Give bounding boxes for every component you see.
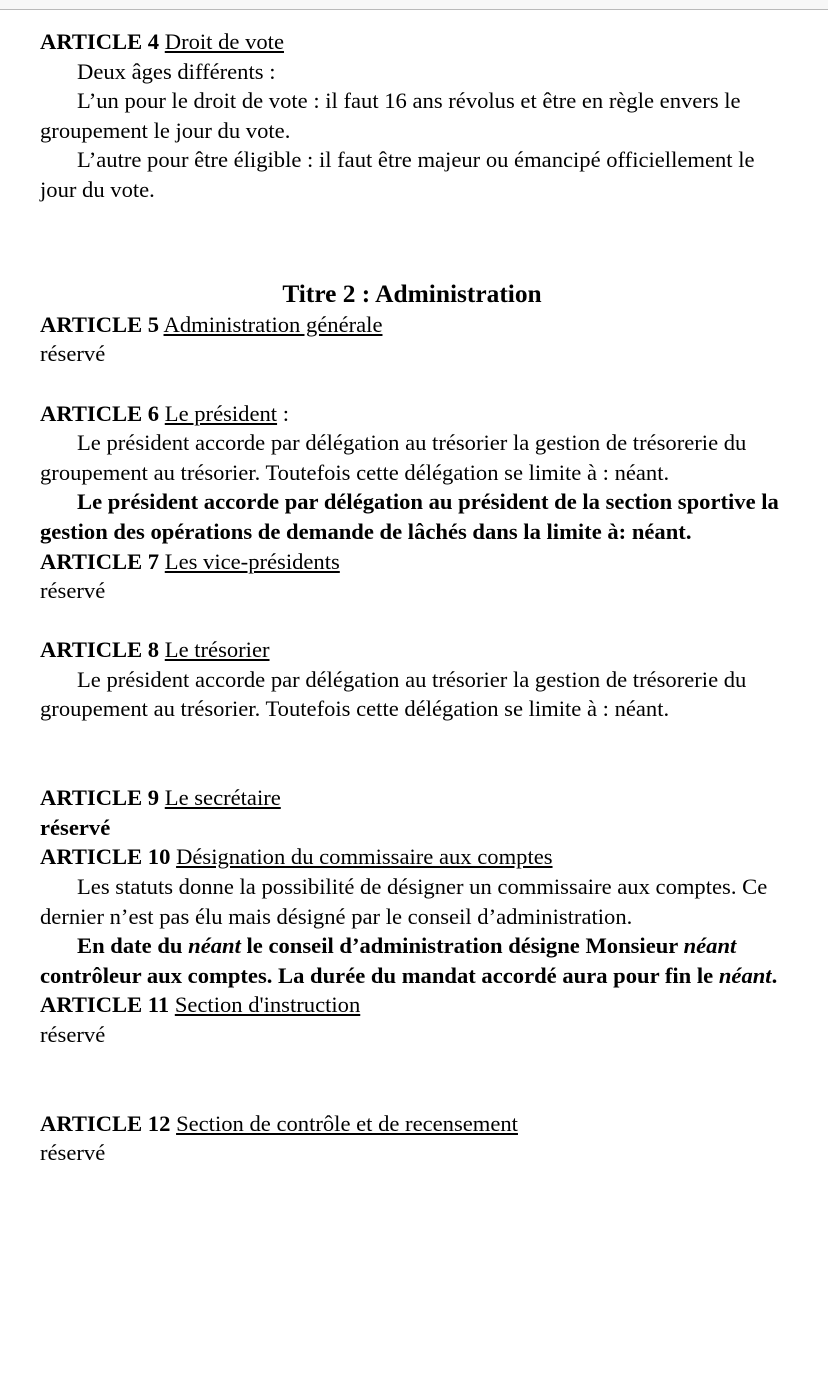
article-heading-5 [40, 310, 790, 340]
article-10-bold-paragraph [40, 931, 790, 990]
bold-text-part-2: le conseil d’administration désigne Monsieur [240, 933, 684, 959]
article-label: ARTICLE 4 [40, 29, 160, 54]
article-heading-10 [40, 842, 790, 872]
viewer-top-bar [0, 0, 828, 10]
article-heading-7 [40, 547, 790, 577]
article-label: ARTICLE 12 [40, 1110, 171, 1136]
article-5-reserved: réservé [40, 341, 106, 367]
spacer [40, 205, 790, 264]
article-heading-8 [40, 635, 790, 665]
article-12-reserved: réservé [40, 1140, 106, 1166]
article-heading-12 [40, 1109, 790, 1139]
article-title: Le secrétaire [164, 785, 281, 811]
article-title: Les vice-présidents [164, 548, 340, 574]
article-title-suffix: : [277, 400, 289, 426]
article-label: ARTICLE 7 [40, 548, 160, 574]
article-heading-4 [40, 27, 790, 57]
placeholder-neant-3: néant [718, 962, 772, 988]
placeholder-neant-2: néant [683, 933, 737, 959]
document-page [0, 10, 828, 1168]
article-9-reserved: réservé [40, 814, 111, 840]
bold-text-part-1: En date du [77, 933, 189, 959]
article-label: ARTICLE 6 [40, 400, 160, 426]
spacer [40, 264, 790, 278]
article-heading-9 [40, 783, 790, 813]
article-6-bold-paragraph: Le président accorde par délégation au président de la section sportive la gestion des opérations de demande de lâchés dans la limite à: néant. [40, 489, 779, 544]
spacer [40, 724, 790, 783]
part-title: Titre 2 : Administration [282, 279, 542, 308]
article-8-paragraph-1: Le président accorde par délégation au trésorier la gestion de trésorerie du groupement au trésorier. Toutefois cette délégation se limite à : néant. [40, 666, 747, 722]
spacer [40, 606, 790, 636]
article-heading-6 [40, 399, 790, 429]
article-title: Section d'instruction [174, 992, 361, 1018]
article-label: ARTICLE 5 [40, 311, 160, 337]
article-10-paragraph-1: Les statuts donne la possibilité de désigner un commissaire aux comptes. Ce dernier n’est pas élu mais désigné par le conseil d’administration. [40, 874, 768, 929]
article-title: Droit de vote [164, 29, 284, 54]
article-4-paragraph-2: L’un pour le droit de vote : il faut 16 ans révolus et être en règle envers le groupement le jour du vote. [40, 88, 741, 143]
article-label: ARTICLE 9 [40, 785, 160, 811]
article-title: Administration générale [163, 311, 383, 337]
article-4-paragraph-3: L’autre pour être éligible : il faut être majeur ou émancipé officiellement le jour du vote. [40, 147, 755, 202]
article-title: Le trésorier [164, 637, 270, 663]
bold-text-part-3: contrôleur aux comptes. La durée du mandat accordé aura pour fin le [40, 962, 719, 988]
article-heading-11 [40, 990, 790, 1020]
placeholder-neant-1: néant [188, 933, 241, 959]
spacer [40, 369, 790, 399]
article-11-reserved: réservé [40, 1022, 106, 1047]
bold-text-part-4: . [771, 962, 778, 988]
article-label: ARTICLE 10 [40, 844, 171, 870]
spacer [40, 1050, 790, 1109]
article-title: Désignation du commissaire aux comptes [176, 844, 553, 870]
article-title: Section de contrôle et de recensement [176, 1110, 518, 1136]
article-6-paragraph-1: Le président accorde par délégation au trésorier la gestion de trésorerie du groupement au trésorier. Toutefois cette délégation se limite à : néant. [40, 430, 747, 485]
article-4-paragraph-1: Deux âges différents : [77, 58, 276, 84]
article-7-reserved: réservé [40, 578, 106, 604]
article-label: ARTICLE 8 [40, 637, 160, 663]
article-title: Le président [164, 400, 278, 426]
article-label: ARTICLE 11 [40, 992, 170, 1018]
